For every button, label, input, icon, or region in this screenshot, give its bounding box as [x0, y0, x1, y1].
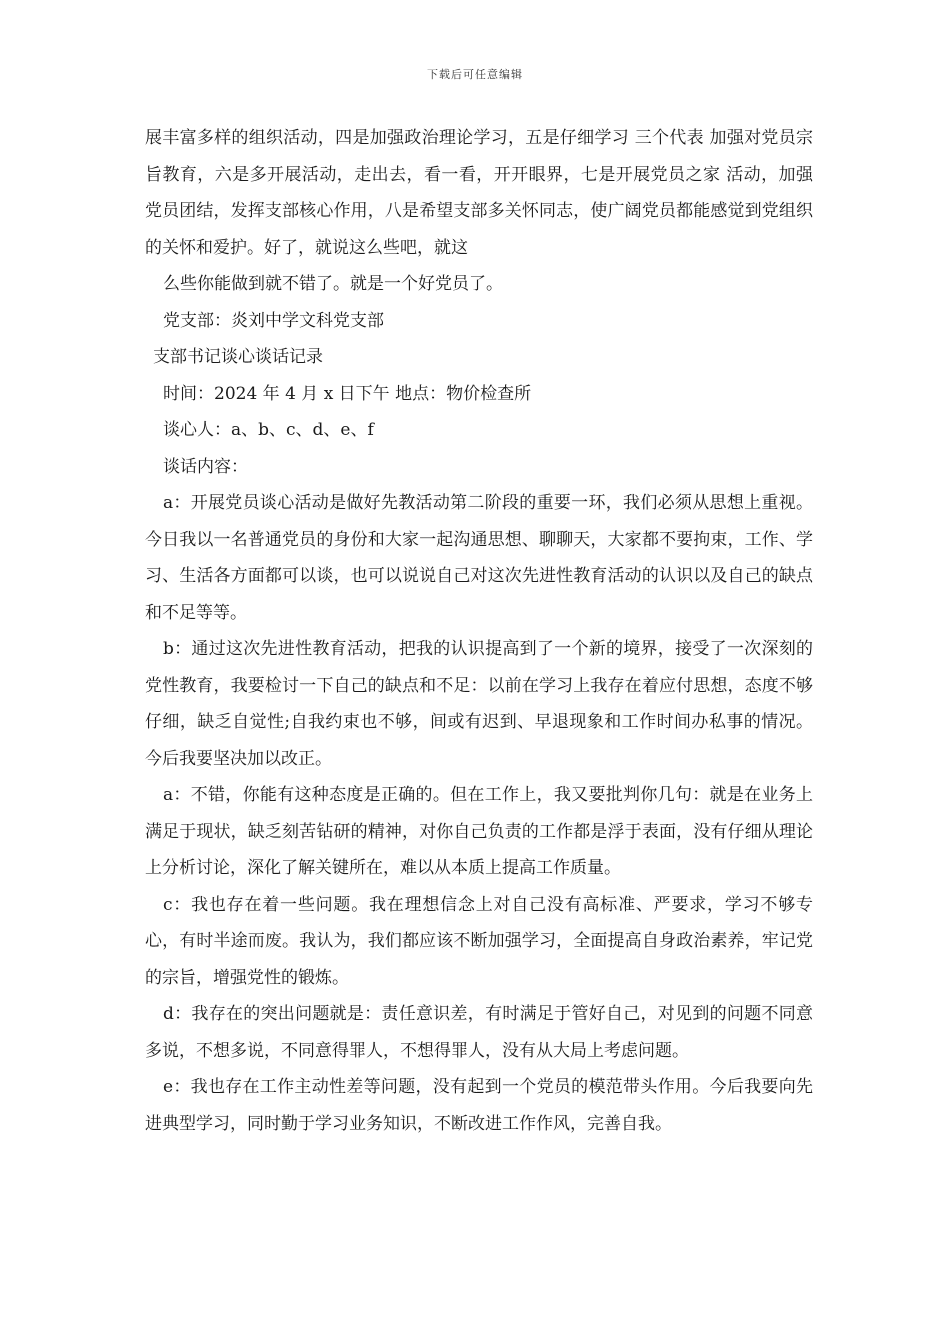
paragraph-continued-end: 么些你能做到就不错了。就是一个好党员了。	[163, 274, 503, 294]
document-body	[145, 120, 813, 1142]
speech-paragraph: d：我存在的突出问题就是：责任意识差，有时满足于管好自己，对见到的问题不同意多说，不想多说，不同意得罪人，不想得罪人，没有从大局上考虑问题。	[145, 1004, 813, 1061]
party-branch-line: 党支部：炎刘中学文科党支部	[163, 310, 384, 331]
paragraph-continued: 展丰富多样的组织活动，四是加强政治理论学习，五是仔细学习 三个代表 加强对党员宗旨教育，六是多开展活动，走出去，看一看，开开眼界，七是开展党员之家 活动，加强党员团结，发挥支部核心作用，八是希望支部多关怀同志，使广阔党员都能感觉到党组织的关怀和爱护。好了，就说这么些吧，就这	[145, 128, 813, 258]
speech-paragraph: a：开展党员谈心活动是做好先教活动第二阶段的重要一环，我们必须从思想上重视。今日我以一名普通党员的身份和大家一起沟通思想、聊聊天，大家都不要拘束，工作、学习、生活各方面都可以谈，也可以说说自己对这次先进性教育活动的认识以及自己的缺点和不足等等。	[145, 493, 813, 623]
content-heading: 谈话内容：	[163, 456, 248, 477]
speech-paragraph: a：不错，你能有这种态度是正确的。但在工作上，我又要批判你几句：就是在业务上满足于现状，缺乏刻苦钻研的精神，对你自己负责的工作都是浮于表面，没有仔细从理论上分析讨论，深化了解关键所在，难以从本质上提高工作质量。	[145, 785, 813, 878]
speech-paragraph: c：我也存在着一些问题。我在理想信念上对自己没有高标准、严要求，学习不够专心，有时半途而废。我认为，我们都应该不断加强学习，全面提高自身政治素养，牢记党的宗旨，增强党性的锻炼。	[145, 894, 813, 988]
speech-paragraph: b：通过这次先进性教育活动，把我的认识提高到了一个新的境界，接受了一次深刻的党性教育，我要检讨一下自己的缺点和不足：以前在学习上我存在着应付思想，态度不够仔细，缺乏自觉性;自我约束也不够，间或有迟到、早退现象和工作时间办私事的情况。今后我要坚决加以改正。	[145, 639, 813, 769]
record-title: 支部书记谈心谈话记录	[153, 347, 323, 367]
time-location-line: 时间：2024 年 4 月 x 日下午 地点：物价检查所	[163, 383, 532, 404]
speech-paragraph: e：我也存在工作主动性差等问题，没有起到一个党员的模范带头作用。今后我要向先进典型学习，同时勤于学习业务知识，不断改进工作作风，完善自我。	[145, 1077, 813, 1134]
participants-line: 谈心人：a、b、c、d、e、f	[163, 420, 374, 440]
page-header-note: 下载后可任意编辑	[427, 68, 523, 81]
